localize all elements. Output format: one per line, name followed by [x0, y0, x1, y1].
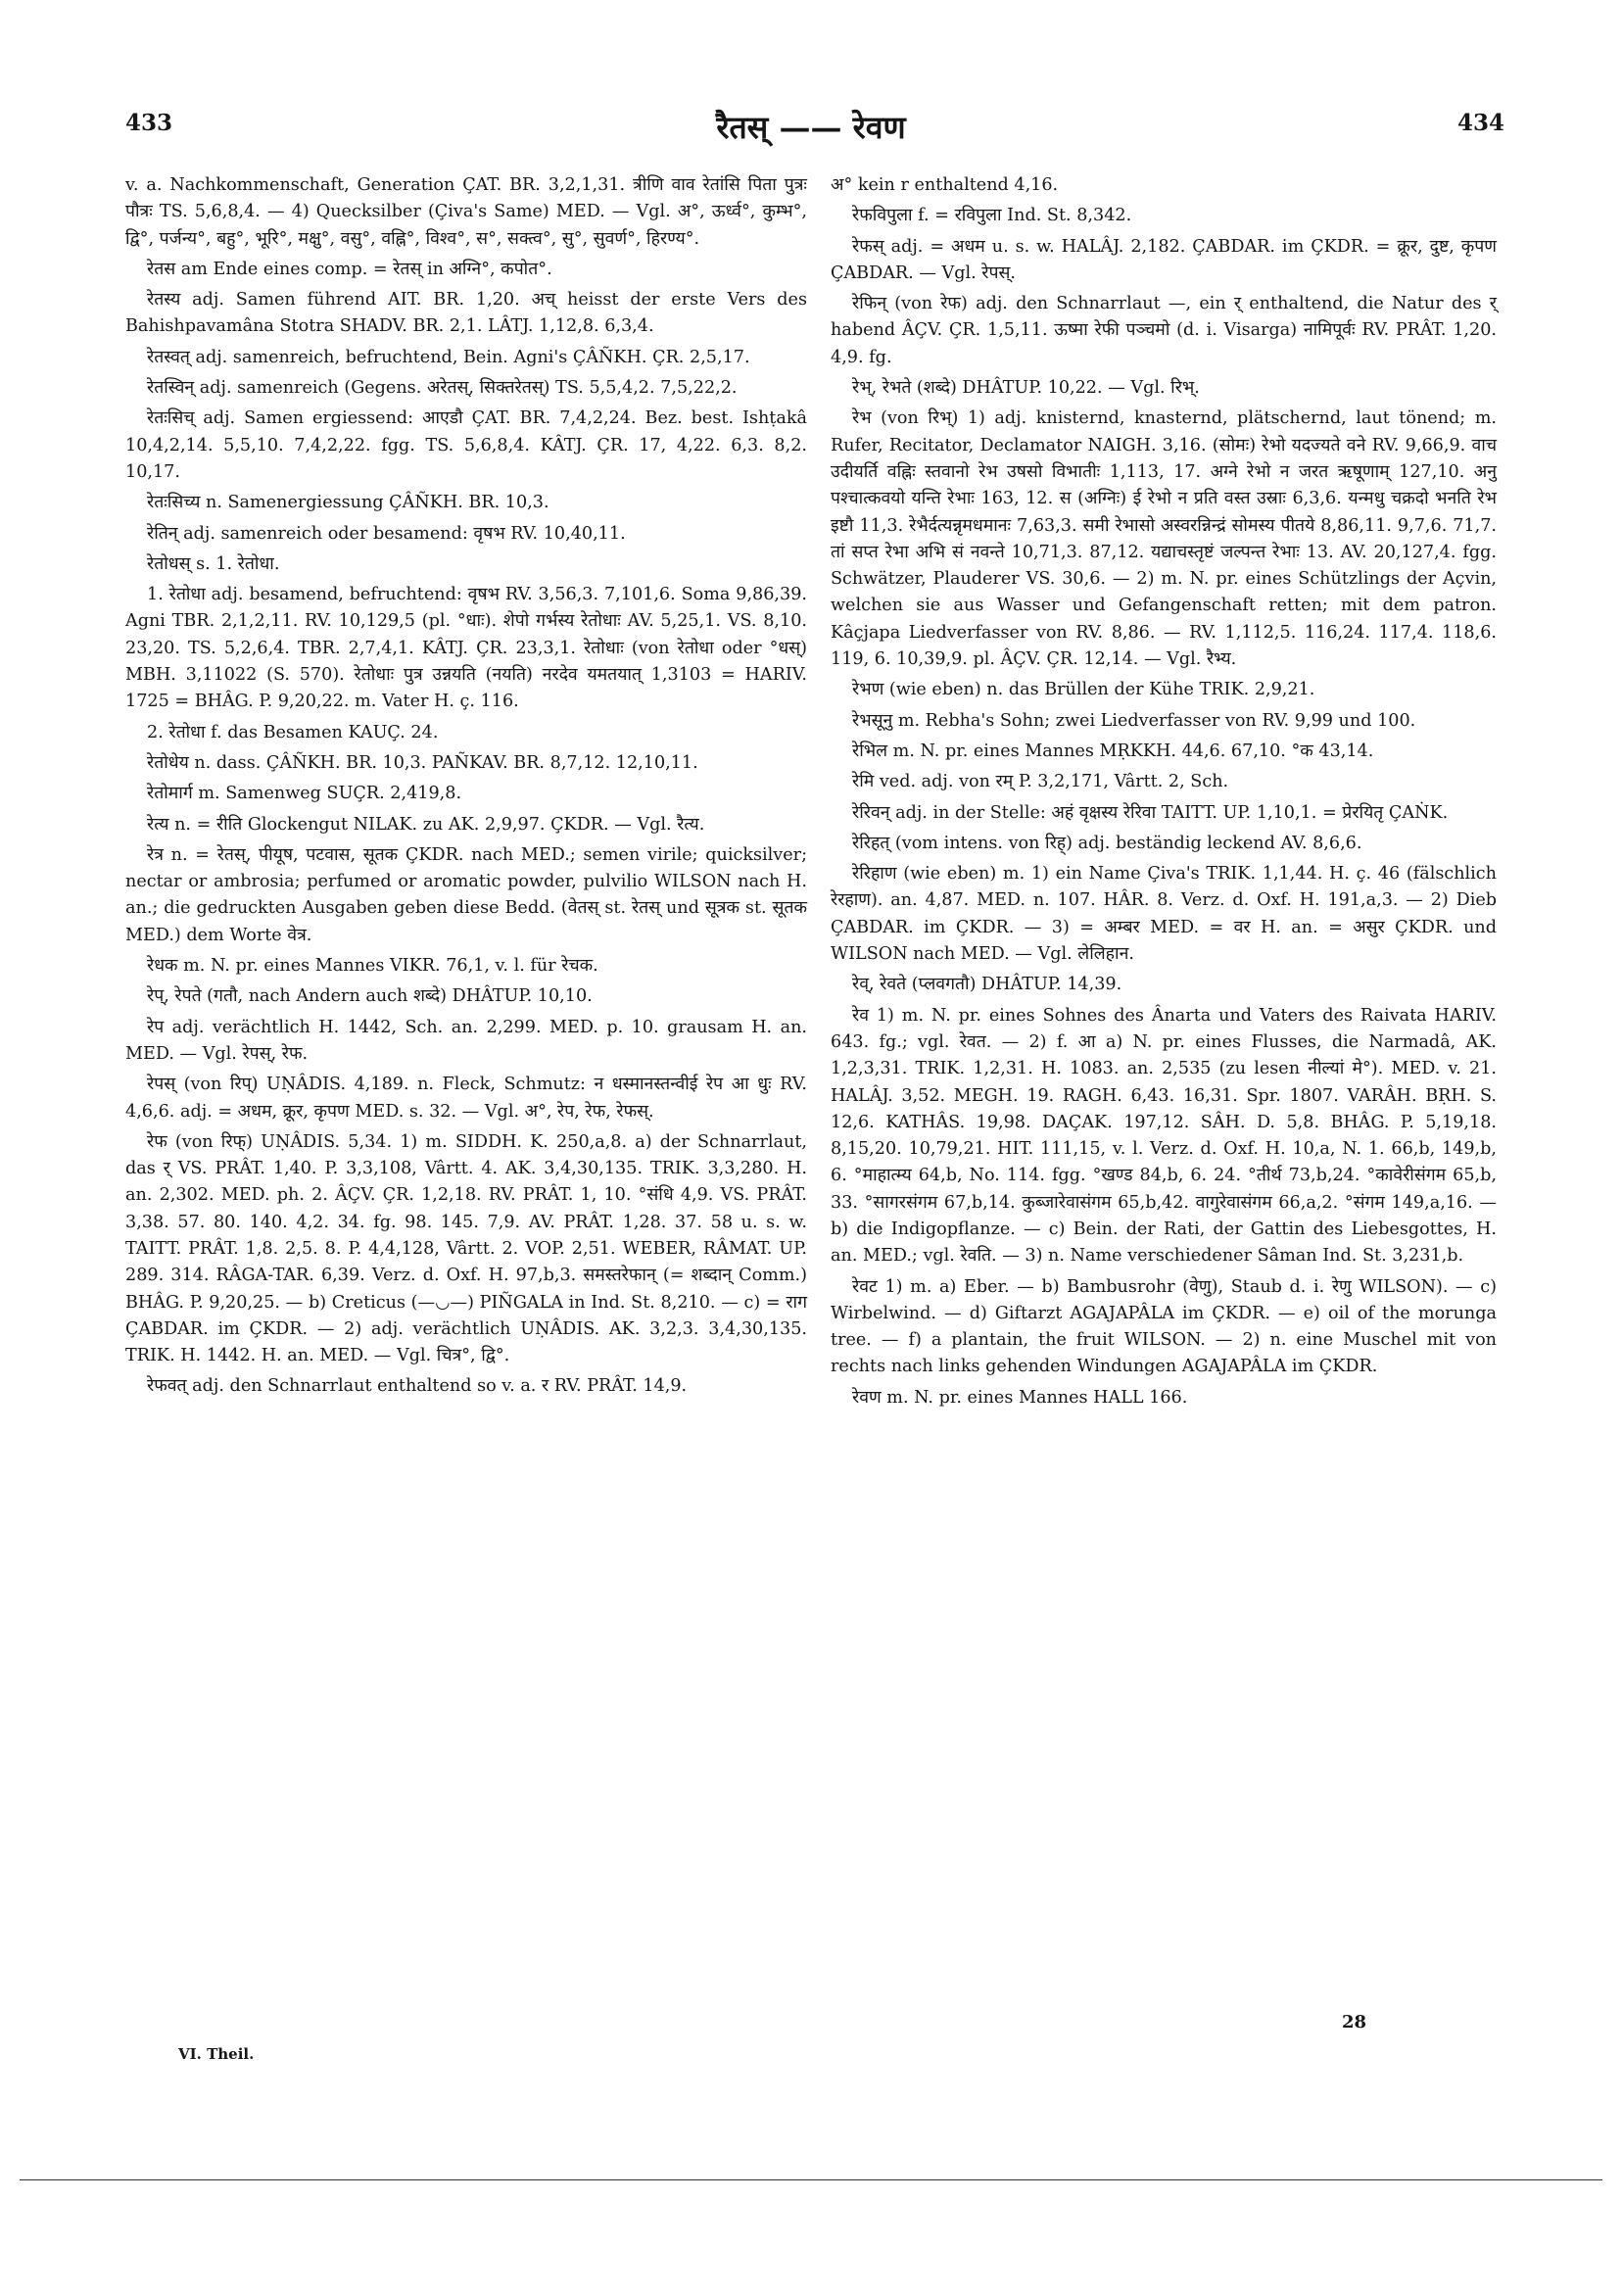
- dictionary-entry: रेतिन् adj. samenreich oder besamend: वृषभ RV. 10,40,11.: [147, 523, 626, 544]
- dictionary-entry: रेव्, रेवते (प्लवगतौ) DHÂTUP. 14,39.: [852, 975, 1122, 995]
- dictionary-entry: रेप adj. verächtlich H. 1442, Sch. an. 2,299. MED. p. 10. grausam H. an. MED. — Vgl. रेपस्, रेफ.: [125, 1017, 807, 1064]
- entry-continuation: v. a. Nachkommenschaft, Generation ÇAT. BR. 3,2,1,31. त्रीणि वाव रेतांसि पिता पुत्रः पौत्रः TS. 5,6,8,4. — 4) Quecksilber (Çiva's Same) MED. — Vgl. अ°, ऊर्ध्व°, कुम्भ°, द्वि°, पर्जन्य°, बहु°, भूरि°, मक्षु°, वसु°, वह्नि°, विश्व°, स°, सक्त्व°, सु°, सुवर्ण°, हिरण्य°.: [125, 175, 807, 249]
- dictionary-entry: रेभ्, रेभते (शब्दे) DHÂTUP. 10,22. — Vgl. रिभ्.: [852, 378, 1200, 399]
- page-number-left: 433: [125, 110, 173, 136]
- dictionary-entry: रेतस्य adj. Samen führend AIT. BR. 1,20. अच् heisst der erste Vers des Bahishpavamâna Stotra SHADV. BR. 2,1. LÂTJ. 1,12,8. 6,3,4.: [125, 290, 807, 337]
- dictionary-entry: रेरिहाण (wie eben) m. 1) ein Name Çiva's TRIK. 1,1,44. H. ç. 46 (fälschlich रेरहाण). an. 4,87. MED. n. 107. HÂR. 8. Verz. d. Oxf. H. 191,a,3. — 2) Dieb ÇABDAR. im ÇKDR. — 3) = अम्बर MED. = वर H. an. = असुर ÇKDR. und WILSON nach MED. — Vgl. लेलिहान.: [831, 864, 1497, 965]
- dictionary-entry: रेवट 1) m. a) Eber. — b) Bambusrohr (वेणु), Staub d. i. रेणु WILSON). — c) Wirbelwind. — d) Giftarzt AGAJAPÂLA im ÇKDR. — e) oil of the morunga tree. — f) a plantain, the fruit WILSON. — 2) n. eine Muschel mit von rechts nach links gehenden Windungen AGAJAPÂLA im ÇKDR.: [831, 1276, 1497, 1377]
- dictionary-entry: रेतोधेय n. dass. ÇÂÑKH. BR. 10,3. PAÑKAV. BR. 8,7,12. 12,10,11.: [147, 752, 698, 773]
- dictionary-entry: रेत्य n. = रीति Glockengut NILAK. zu AK. 2,9,97. ÇKDR. — Vgl. रैत्य.: [147, 814, 705, 835]
- dictionary-entry: रेतःसिच्य n. Samenergiessung ÇÂÑKH. BR. 10,3.: [147, 493, 549, 513]
- left-column: [125, 172, 807, 1405]
- dictionary-entry: रेफवत् adj. den Schnarrlaut enthaltend so v. a. र RV. PRÂT. 14,9.: [147, 1376, 688, 1397]
- dictionary-entry: रेपस् (von रिप्) UṆÂDIS. 4,189. n. Fleck, Schmutz: न धस्मानस्तन्वीई रेप आ धुः RV. 4,6,6. adj. = अधम, क्रूर, कृपण MED. s. 32. — Vgl. अ°, रेप, रेफ, रेफस्.: [125, 1075, 807, 1122]
- dictionary-entry: रेफ (von रिफ्) UṆÂDIS. 5,34. 1) m. SIDDH. K. 250,a,8. a) der Schnarrlaut, das र् VS. PRÂT. 1,40. P. 3,3,108, Vârtt. 4. AK. 3,4,30,135. TRIK. 3,3,280. H. an. 2,302. MED. ph. 2. ÂÇV. ÇR. 1,2,18. RV. PRÂT. 1, 10. °संधि 4,9. VS. PRÂT. 3,38. 57. 80. 140. 4,2. 34. fg. 98. 145. 7,9. AV. PRÂT. 1,28. 37. 58 u. s. w. TAITT. PRÂT. 1,8. 2,5. 8. P. 4,4,128, Vârtt. 2. VOP. 2,51. WEBER, RÂMAT. UP. 289. 314. RÂGA-TAR. 6,39. Verz. d. Oxf. H. 97,b,3. समस्तरेफान् (= शब्दान् Comm.) BHÂG. P. 9,20,25. — b) Creticus (—◡—) PIÑGALA in Ind. St. 8,210. — c) = राग ÇABDAR. im ÇKDR. — 2) adj. verächtlich UṆÂDIS. AK. 3,2,3. 3,4,30,135. TRIK. H. 1442. H. an. MED. — Vgl. चित्र°, द्वि°.: [125, 1131, 807, 1366]
- dictionary-entry: 2. रेतोधा f. das Besamen KAUÇ. 24.: [147, 722, 439, 742]
- dictionary-entry: रेतस्विन् adj. samenreich (Gegens. अरेतस्, सिक्तरेतस्) TS. 5,5,4,2. 7,5,22,2.: [147, 378, 738, 399]
- dictionary-entry: रेरिहत् (vom intens. von रिह्) adj. beständig leckend AV. 8,6,6.: [852, 833, 1362, 853]
- entry-continuation: अ° kein r enthaltend 4,16.: [831, 175, 1059, 195]
- dictionary-entry: रेधक m. N. pr. eines Mannes VIKR. 76,1, v. l. für रेचक.: [147, 956, 598, 977]
- bottom-rule: [20, 2179, 1602, 2180]
- running-head-title: रैतस् —— रेवण: [716, 109, 906, 146]
- dictionary-entry: रेतोधस् s. 1. रेतोधा.: [147, 553, 280, 574]
- dictionary-entry: रेवण m. N. pr. eines Mannes HALL 166.: [852, 1387, 1188, 1408]
- dictionary-entry: रेभ (von रिभ्) 1) adj. knisternd, knasternd, plätschernd, laut tönend; m. Rufer, Recitator, Declamator NAIGH. 3,16. (सोमः) रेभो यदज्यते वने RV. 9,66,9. वाच उदीयर्ति वह्निः स्तवानो रेभ उषसो विभातीः 1,113, 17. अग्ने रेभो न जरत ऋषूणाम् 127,10. अनु पश्चात्कवयो यन्ति रेभाः 163, 12. स (अग्निः) ई रेभो न प्रति वस्त उस्राः 6,3,6. यन्मधु चक्रदो भनति रेभ इष्टौ 11,3. रेभैर्दत्यन्नृमधमानः 7,63,3. समी रेभासो अस्वरन्निन्द्रं सोमस्य पीतये 8,86,11. 9,7,6. 71,7. तां सप्त रेभा अभि सं नवन्ते 10,71,3. 87,12. यद्याचस्तृष्टं जल्पन्त रेभाः 13. AV. 20,127,4. fgg. Schwätzer, Plauderer VS. 30,6. — 2) m. N. pr. eines Schützlings der Açvin, welchen sie aus Wasser und Gefangenschaft retten; mit dem patron. Kâçjapa Liedverfasser von RV. 8,86. — RV. 1,112,5. 116,24. 117,4. 118,6. 119, 6. 10,39,9. pl. ÂÇV. ÇR. 12,14. — Vgl. रैभ्य.: [831, 408, 1497, 670]
- sheet-number: 28: [1342, 2012, 1367, 2033]
- right-column: [831, 172, 1497, 1415]
- page-number-right: 434: [1456, 110, 1504, 136]
- dictionary-entry: रेभिल m. N. pr. eines Mannes MṚKKH. 44,6. 67,10. °क 43,14.: [852, 741, 1374, 761]
- dictionary-entry: रेव 1) m. N. pr. eines Sohnes des Ânarta und Vaters des Raivata HARIV. 643. fg.; vgl. रेवत. — 2) f. आ a) N. pr. eines Flusses, die Narmadâ, AK. 1,2,3,31. TRIK. 1,2,31. H. 1083. an. 2,535 (zu lesen नील्यां मे°). MED. v. 21. HALÂJ. 3,52. MEGH. 19. RAGH. 6,43. 16,31. Spr. 1807. VARÂH. BṚH. S. 12,6. KATHÂS. 19,98. DAÇAK. 197,12. SÂH. D. 5,8. BHÂG. P. 5,19,18. 8,15,20. 10,79,21. HIT. 111,15, v. l. Verz. d. Oxf. H. 10,a, N. 1. 66,b, 149,b, 6. °माहात्म्य 64,b, No. 114. fgg. °खण्ड 84,b, 6. 24. °तीर्थ 73,b,24. °कावेरीसंगम 65,b, 33. °सागरसंगम 67,b,14. कुब्जारेवासंगम 65,b,42. वागुरेवासंगम 66,a,2. °संगम 149,a,16. — b) die Indigopflanze. — c) Bein. der Rati, der Gattin des Liebesgottes, H. an. MED.; vgl. रेवति. — 3) n. Name verschiedener Sâman Ind. St. 3,231,b.: [831, 1005, 1497, 1267]
- dictionary-entry: रेतस am Ende eines comp. = रेतस् in अग्नि°, कपोत°.: [147, 259, 552, 279]
- dictionary-entry: रेरिवन् adj. in der Stelle: अहं वृक्षस्य रेरिवा TAITT. UP. 1,10,1. = प्रेरयितृ ÇAṄK.: [852, 802, 1449, 823]
- dictionary-entry: रेफिन् (von रेफ) adj. den Schnarrlaut —, ein र् enthaltend, die Natur des र् habend ÂÇV. ÇR. 1,5,11. ऊष्मा रेफी पञ्चमो (d. i. Visarga) नामिपूर्वः RV. PRÂT. 1,20. 4,9. fg.: [831, 294, 1497, 367]
- dictionary-entry: रेफस् adj. = अधम u. s. w. HALÂJ. 2,182. ÇABDAR. im ÇKDR. = क्रूर, दुष्ट, कृपण ÇABDAR. — Vgl. रेपस्.: [831, 236, 1497, 283]
- dictionary-entry: रेत्र n. = रेतस्, पीयूष, पटवास, सूतक ÇKDR. nach MED.; semen virile; quicksilver; nectar or ambrosia; perfumed or aromatic powder, pulvilio WILSON nach H. an.; die gedruckten Ausgaben geben diese Bedd. (वेतस् st. रेतस् und सूत्रक st. सूतक MED.) dem Worte वेत्र.: [125, 844, 807, 945]
- volume-signature: VI. Theil.: [178, 2045, 255, 2063]
- dictionary-entry: रेतस्वत् adj. samenreich, befruchtend, Bein. Agni's ÇÂÑKH. ÇR. 2,5,17.: [147, 347, 750, 367]
- dictionary-entry: रेप्, रेपते (गतौ, nach Andern auch शब्दे) DHÂTUP. 10,10.: [147, 986, 593, 1007]
- dictionary-entry: रेतोमार्ग m. Samenweg SUÇR. 2,419,8.: [147, 784, 462, 804]
- dictionary-entry: रेफविपुला f. = रविपुला Ind. St. 8,342.: [852, 206, 1132, 226]
- dictionary-entry: रेभसूनु m. Rebha's Sohn; zwei Liedverfasser von RV. 9,99 und 100.: [852, 710, 1416, 731]
- dictionary-entry: 1. रेतोधा adj. besamend, befruchtend: वृषभ RV. 3,56,3. 7,101,6. Soma 9,86,39. Agni TBR. 2,1,2,11. RV. 10,129,5 (pl. °धाः). शेपो गर्भस्य रेतोधाः AV. 5,25,1. VS. 8,10. 23,20. TS. 5,2,6,4. TBR. 2,7,4,1. KÂTJ. ÇR. 23,3,1. रेतोधाः (von रेतोधा oder °धस्) MBH. 3,11022 (S. 570). रेतोधाः पुत्र उन्नयति (नयति) नरदेव यमतयात् 1,3103 = HARIV. 1725 = BHÂG. P. 9,20,22. m. Vater H. ç. 116.: [125, 585, 807, 712]
- dictionary-entry: रेभण (wie eben) n. das Brüllen der Kühe TRIK. 2,9,21.: [852, 680, 1315, 700]
- dictionary-entry: रेतःसिच् adj. Samen ergiessend: आएडौ ÇAT. BR. 7,4,2,24. Bez. best. Ishṭakâ 10,4,2,14. 5,5,10. 7,4,2,22. fgg. TS. 5,6,8,4. KÂTJ. ÇR. 17, 4,22. 6,3. 8,2. 10,17.: [125, 408, 807, 482]
- dictionary-entry: रेमि ved. adj. von रम् P. 3,2,171, Vârtt. 2, Sch.: [852, 772, 1229, 792]
